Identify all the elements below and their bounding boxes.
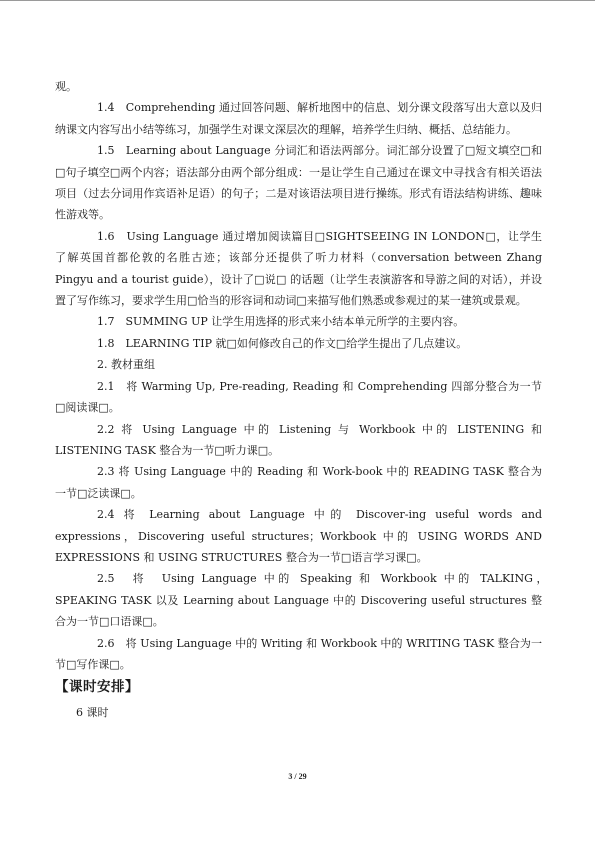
paragraph-1-7: 1.7 SUMMING UP 让学生用选择的形式来小结本单元所学的主要内容。: [97, 315, 465, 329]
top-border-line: [0, 0, 595, 1]
paragraph-1-6: 1.6 Using Language 通过增加阅读篇目□SIGHTSEEING IN LONDON□，让学生了解英国首都伦敦的名胜古迹；该部分还提供了听力材料（conversation between Zhang Pingyu and a tourist guide），设计了□说□ 的话题（让学生表演游客和导游之间的对话），并设置了写作练习，要求学生用□恰当的形容词和动词□来描写他们熟悉或参观过的某一建筑或景观。: [55, 229, 542, 308]
paragraph-2-1: 2.1 将 Warming Up, Pre-reading, Reading 和 Comprehending 四部分整合为一节□阅读课□。: [55, 379, 542, 415]
page-number: 3 / 29: [288, 772, 307, 781]
paragraph-1-8: 1.8 LEARNING TIP 就□如何修改自己的作文□给学生提出了几点建议。: [97, 336, 468, 350]
document-body: [55, 76, 553, 724]
section-heading: 【课时安排】: [55, 679, 139, 696]
section-body: 6 课时: [76, 706, 109, 720]
paragraph-2-4: 2.4 将 Learning about Language 中的 Discover-ing useful words and expressions，Discovering useful structures；Workbook 中的 USING WORDS AND EXPRESSIONS 和 USING STRUCTURES 整合为一节□语言学习课□。: [55, 508, 542, 564]
paragraph-1-5: 1.5 Learning about Language 分词汇和语法两部分。词汇部分设置了□短文填空□和□句子填空□两个内容；语法部分由两个部分组成：一是让学生自己通过在课文中寻找含有相关语法项目（过去分词用作宾语补足语）的句子；二是对该语法项目进行操练。形式有语法结构讲练、趣味性游戏等。: [55, 144, 542, 222]
paragraph-continuation: 观。: [55, 80, 77, 93]
paragraph-2-2: 2.2 将 Using Language 中的 Listening 与 Workbook 中的 LISTENING 和 LISTENING TASK 整合为一节□听力课□。: [55, 422, 542, 457]
paragraph-2-heading: 2. 教材重组: [97, 358, 155, 372]
paragraph-1-4: 1.4 Comprehending 通过回答问题、解析地图中的信息、划分课文段落写出大意以及归纳课文内容写出小结等练习，加强学生对课文深层次的理解，培养学生归纳、概括、总结能力。: [55, 101, 542, 136]
paragraph-2-3: 2.3 将 Using Language 中的 Reading 和 Work-book 中的 READING TASK 整合为一节□泛读课□。: [55, 465, 542, 500]
paragraph-2-6: 2.6 将 Using Language 中的 Writing 和 Workbook 中的 WRITING TASK 整合为一节□写作课□。: [55, 636, 542, 671]
paragraph-2-5: 2.5 将 Using Language 中的 Speaking 和 Workbook 中的 TALKING， SPEAKING TASK 以及 Learning about Language 中的 Discovering useful structures 整合为一节□口语课□。: [55, 572, 553, 629]
